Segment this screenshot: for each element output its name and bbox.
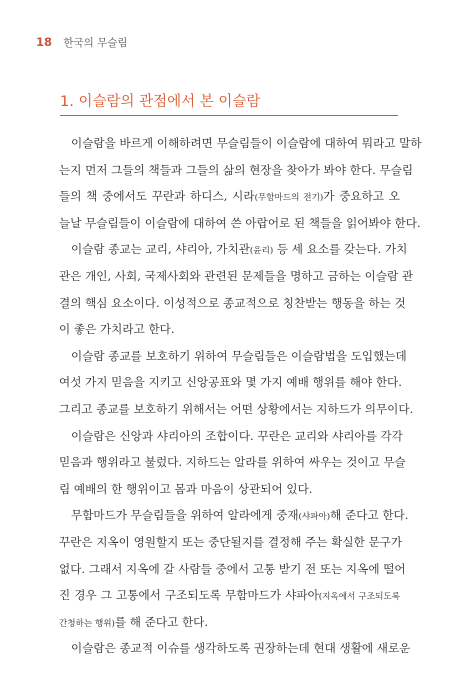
text-line: 이슬람 종교는 교리, 샤리아, 가치관(윤리) 등 세 요소를 갖는다. 가치 (71, 242, 408, 257)
text-line: 간청하는 행위)를 해 준다고 한다. (59, 614, 209, 629)
text-line: 그리고 종교를 보호하기 위해서는 어떤 상황에서는 지하드가 의무이다. (59, 401, 414, 416)
running-title: 한국의 무슬림 (63, 37, 128, 49)
text-line: 이슬람을 바르게 이해하려면 무슬림들이 이슬람에 대하여 뭐라고 말하 (71, 136, 422, 150)
text-line: 진 경우 그 고통에서 구조되도록 무함마드가 샤파아(지옥에서 구조되도록 (59, 588, 400, 603)
text-line: 없다. 그래서 지옥에 갈 사람들 중에서 고통 받기 전 또는 지옥에 떨어 (59, 561, 406, 576)
text-line: 이슬람은 종교적 이슈를 생각하도록 권장하는데 현대 생활에 새로운 (71, 641, 411, 656)
paragraph (59, 423, 406, 503)
text-line: 무함마드가 무슬림들을 위하여 알라에게 중재(샤파아)해 준다고 한다. (71, 508, 409, 523)
text-line: 믿음과 행위라고 불렀다. 지하드는 알라를 위하여 싸우는 것이고 무슬 (59, 455, 406, 470)
paragraph (59, 635, 411, 662)
body-text (59, 130, 422, 662)
text-line: 이슬람은 신앙과 샤리아의 조합이다. 꾸란은 교리와 샤리아를 각각 (71, 428, 403, 443)
text-line: 관은 개인, 사회, 국제사회와 관련된 문제들을 명하고 금하는 이슬람 관 (59, 268, 414, 283)
text-line: 늘날 무슬림들이 이슬람에 대하여 쓴 아랍어로 된 책들을 읽어봐야 한다. (59, 215, 421, 230)
section-heading: 1. 이슬람의 관점에서 본 이슬람 (60, 94, 261, 110)
text-line: 이슬람 종교를 보호하기 위하여 무슬림들은 이슬람법을 도입했는데 (71, 348, 407, 363)
text-line: 꾸란은 지옥이 영원할지 또는 중단될지를 결정해 주는 확실한 문구가 (59, 534, 403, 549)
paragraph (59, 130, 422, 236)
paragraph (59, 236, 414, 342)
paragraph (59, 343, 414, 423)
text-line: 는지 먼저 그들의 책들과 그들의 삶의 현장을 찾아가 봐야 한다. 무슬림 (59, 162, 414, 177)
heading-divider (60, 115, 398, 116)
text-line: 들의 책 중에서도 꾸란과 하디스, 시라(무함마드의 전기)가 중요하고 오 (59, 189, 400, 204)
paragraph (59, 502, 409, 635)
text-line: 여섯 가지 믿음을 지키고 신앙공표와 몇 가지 예배 행위를 해야 한다. (59, 375, 402, 390)
text-line: 결의 핵심 요소이다. 이성적으로 종교적으로 칭찬받는 행동을 하는 것 (59, 295, 406, 310)
page-number: 18 (36, 35, 53, 49)
text-line: 림 예배의 한 행위이고 몸과 마음이 상관되어 있다. (59, 481, 313, 496)
page-header (36, 35, 128, 50)
text-line: 이 좋은 가치라고 한다. (59, 322, 175, 337)
